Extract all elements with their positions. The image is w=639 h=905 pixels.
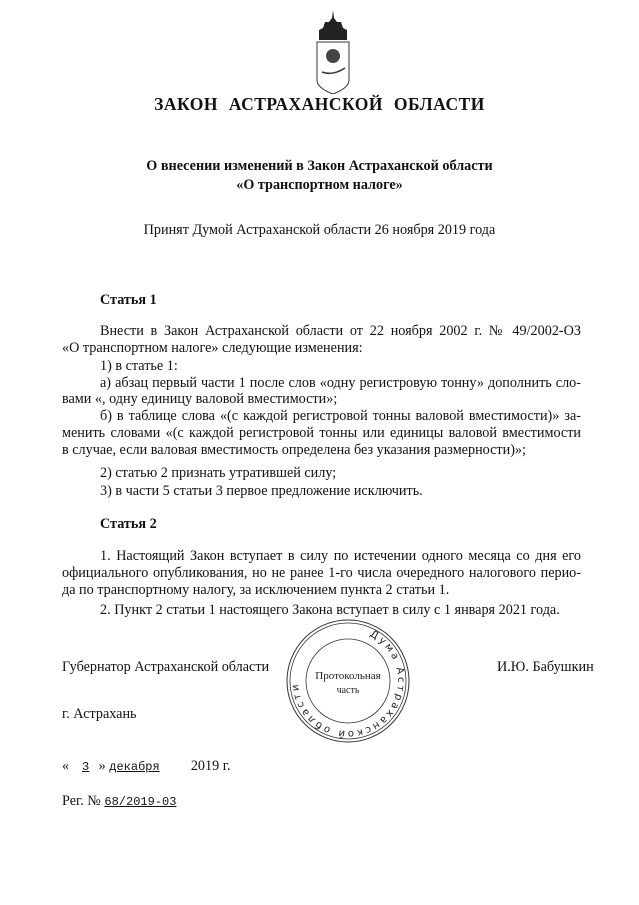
article-1-line: Внести в Закон Астраханской области от 22 ноября 2002 г. № 49/2002-ОЗ — [100, 323, 581, 339]
article-2-line: 2. Пункт 2 статьи 1 настоящего Закона вступает в силу с 1 января 2021 года. — [100, 602, 560, 618]
registration — [62, 792, 176, 810]
date-year: 2019 г. — [190, 758, 231, 774]
date-month: декабря — [109, 760, 160, 774]
article-2-line: да по транспортному налогу, за исключением пункта 2 статьи 1. — [62, 582, 450, 598]
article-1-heading: Статья 1 — [100, 292, 157, 308]
reg-label: Рег. № — [62, 793, 101, 809]
date-day: 3 — [82, 760, 90, 774]
article-1-line: 2) статью 2 признать утратившей силу; — [100, 465, 337, 481]
signatory-position: Губернатор Астраханской области — [62, 659, 270, 675]
stamp-center-line-1: Протокольная — [315, 670, 381, 682]
article-1-line: б) в таблице слова «(с каждой регистровой тонны валовой вместимости)» за- — [100, 408, 581, 424]
article-1-line: а) абзац первый части 1 после слов «одну регистровую тонну» дополнить сло- — [100, 375, 581, 391]
law-title: ЗАКОН АСТРАХАНСКОЙ ОБЛАСТИ — [154, 94, 485, 114]
official-stamp — [284, 617, 412, 745]
article-2-heading: Статья 2 — [100, 516, 157, 532]
subtitle-line-2: «О транспортном налоге» — [236, 177, 403, 193]
reg-number: 68/2019-03 — [104, 795, 177, 809]
article-1-line: 1) в статье 1: — [100, 358, 178, 374]
article-1-line: вами «, одну единицу валовой вместимости»; — [62, 391, 338, 407]
stamp-center-line-2: часть — [336, 685, 360, 696]
article-2-line: официального опубликования, но не ранее 1-го числа очередного налогового перио- — [62, 565, 581, 581]
article-1-line: менить словами «(с каждой регистровой тонны или единицы валовой вместимости — [62, 425, 581, 441]
article-1-line: «О транспортном налоге» следующие изменения: — [62, 340, 363, 356]
stamp-ring-text: Дума Астраханской области — [289, 628, 407, 740]
city: г. Астрахань — [62, 706, 137, 722]
adoption-note: Принят Думой Астраханской области 26 ноября 2019 года — [143, 222, 496, 238]
subtitle-line-1: О внесении изменений в Закон Астраханской области — [146, 158, 493, 174]
article-2-line: 1. Настоящий Закон вступает в силу по истечении одного месяца со дня его — [100, 548, 581, 564]
signatory-name: И.Ю. Бабушкин — [497, 659, 594, 675]
quote-open: « — [62, 758, 70, 774]
article-1-line: в случае, если валовая вместимость определена без указания размерности)»; — [62, 442, 526, 458]
signing-date — [62, 757, 231, 775]
quote-close: » — [98, 758, 106, 774]
coat-of-arms-icon — [315, 10, 351, 94]
article-1-line: 3) в части 5 статьи 3 первое предложение исключить. — [100, 483, 423, 499]
